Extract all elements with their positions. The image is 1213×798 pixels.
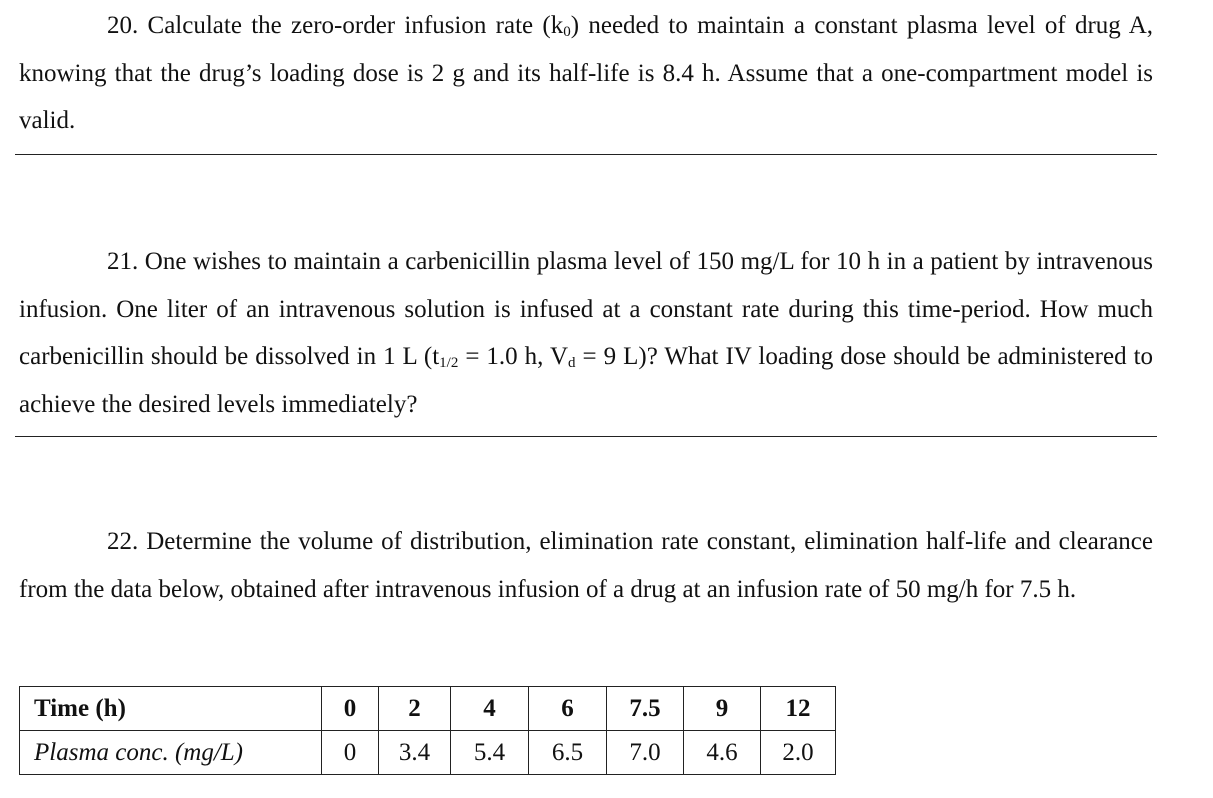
table-cell: 6.5	[529, 731, 607, 775]
table-row-concentration	[20, 731, 836, 775]
time-label: Time (h)	[20, 687, 322, 731]
table-cell: 4.6	[684, 731, 761, 775]
table-cell: 4	[451, 687, 529, 731]
half-life-subscript: 1/2	[439, 355, 459, 371]
question-20	[19, 2, 1153, 145]
question-21-lead: 21. One wishes to maintain a carbenicillin plasma level of 150 mg/L for 10 h in a patient by intravenous infusion. One liter of an intravenous solution is infused at a constant rate during this time-period. How much carbenicillin should be dissolved in 1 L (t	[19, 248, 1153, 370]
question-21	[19, 238, 1153, 428]
table-cell: 12	[761, 687, 836, 731]
table-row-time	[20, 687, 836, 731]
table-cell: 9	[684, 687, 761, 731]
question-21-mid: = 1.0 h, V	[458, 343, 569, 370]
table-cell: 5.4	[451, 731, 529, 775]
table-cell: 7.5	[607, 687, 684, 731]
table-cell: 0	[322, 687, 379, 731]
question-22	[19, 518, 1153, 613]
data-table	[19, 686, 836, 775]
concentration-label: Plasma conc. (mg/L)	[20, 731, 322, 775]
table-cell: 2.0	[761, 731, 836, 775]
k0-subscript: 0	[563, 24, 571, 40]
table-cell: 3.4	[379, 731, 451, 775]
question-21-rest: = 9 L)? What IV loading dose should be administered to achieve the desired levels immediately?	[19, 343, 1154, 418]
table-cell: 2	[379, 687, 451, 731]
table-cell: 0	[322, 731, 379, 775]
divider-line	[15, 436, 1157, 437]
vd-subscript: d	[568, 355, 576, 371]
question-20-rest: ) needed to maintain a constant plasma level of drug A, knowing that the drug’s loading dose is 2 g and its half-life is 8.4 h. Assume that a one-compartment model is valid.	[19, 12, 1154, 134]
divider-line	[15, 154, 1157, 155]
question-22-text: 22. Determine the volume of distribution, elimination rate constant, elimination half-life and clearance from the data below, obtained after intravenous infusion of a drug at an infusion rate of 50 mg/h for 7.5 h.	[19, 528, 1153, 603]
question-20-lead: 20. Calculate the zero-order infusion rate (k	[107, 12, 564, 39]
table-cell: 6	[529, 687, 607, 731]
table-cell: 7.0	[607, 731, 684, 775]
